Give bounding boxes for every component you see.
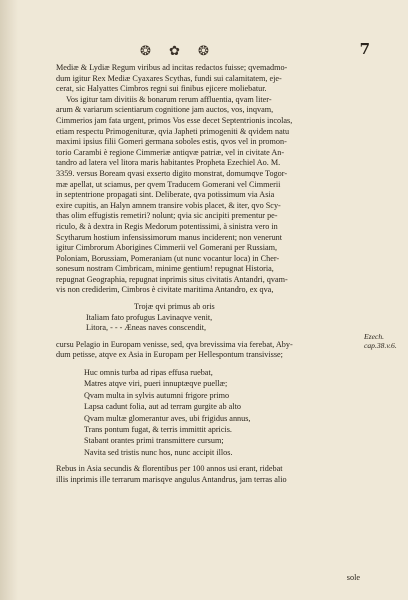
page-body [56,63,358,485]
text-line: torio Carambi è regione Cimmeriæ antiqvæ patriæ, vel in civitate An- [56,147,285,157]
verse-block-1 [56,302,358,334]
text-line: 3359. versus Boream qvasi exserto digito monstrat, domumqve Togor- [56,168,288,178]
text-line: dum petisse, atqve ex Asia in Europam per Hellespontum transivisse; [56,350,283,360]
verse-line: Navita sed tristis nunc hos, nunc accipit illos. [84,447,233,457]
text-line: riculo, & à dextra in Regis Medorum potentissimi, à sinistra vero in [56,221,278,231]
verse-line: Trans pontum fugat, & terris immittit apricis. [84,425,232,435]
text-line: vis non crediderim, Cimbros è civitate maritima Antandro, ex qva, [56,285,274,295]
text-line: dum igitur Rex Mediæ Cyaxares Scythas, fundi sui calamitatem, eje- [56,73,282,83]
verse-line: Lapsa cadunt folia, aut ad terram gurgite ab alto [84,402,241,412]
text-line: thas olim effugistis remetiri? nolunt; qvia sic ancipiti prementur pe- [56,211,278,221]
catchword: sole [346,573,360,582]
text-line: Rebus in Asia secundis & florentibus per 100 annos usi erant, ridebat [56,464,283,474]
text-line: repugnat Geographia, repugnat inprimis situs civitatis Antandri, qvam- [56,274,288,284]
text-line: Scytharum hostium infensissimorum manus inciderent; non venerunt [56,232,283,242]
verse-block-2 [56,367,358,458]
text-line: Vos igitur tam divitiis & bonarum rerum affluentia, qvam liter- [66,94,272,104]
margin-note [364,332,408,350]
verse-line: Qvam multa in sylvis autumni frigore primo [84,390,230,400]
verse-line: Litora, - - - Æneas naves conscendit, [86,323,207,333]
header-ornament: ❂ ✿ ❂ [140,44,216,59]
text-line: mæ apellat, ut sciamus, per qvem Traducem Gomerani vel Cimmerii [56,179,281,189]
page-number: 7 [359,40,370,58]
text-line: igitur Cimbrorum Aborigines Cimmerii vel Gomerani per Russiam, [56,243,278,253]
text-line: Mediæ & Lydiæ Regum viribus ad incitas redactos fuisse; qvemadmo- [56,63,288,72]
verse-line: Qvam multæ glomerantur aves, ubi frigidus annus, [84,413,251,423]
text-line: arum & variarum scientiarum cognitione jam auctos, vos, inqvam, [56,105,274,115]
margin-note-line: Ezech. [364,332,385,341]
verse-line: Trojæ qvi primus ab oris [134,302,215,312]
text-line: Cimmerios jam fata urgent, primos Vos esse decet Septentrionis incolas, [56,115,293,125]
text-line: in septentrione propagati sint. Deliberate, qva potissimum via Asia [56,190,275,200]
text-line: maximi ipsius filii Gomeri germana soboles estis, qvos vel in promon- [56,137,287,147]
text-line: sonesum nostram Cimbricam, minime gentium! repugnat Historia, [56,264,274,274]
text-line: tandro ad latera vel litora maris habitantes Propheta Ezechiel Ao. M. [56,158,281,168]
verse-line: Matres atqve viri, pueri innuptæqve puellæ; [84,379,228,389]
paragraph-3 [56,340,358,361]
margin-note-line: cap.38.v.6. [364,341,397,350]
verse-line: Italiam fato profugus Lavinaqve venit, [86,312,213,322]
paragraph-2 [56,95,358,296]
paragraph-1 [56,63,358,95]
text-line: illis inprimis ille terrarum marisqve angulus Antandrus, jam terras alio [56,474,287,484]
text-line: cerat, sic Halyattes Cimbros regni sui finibus ejicere moliebatur. [56,84,267,94]
paragraph-4 [56,464,358,485]
verse-line: Huc omnis turba ad ripas effusa ruebat, [84,368,213,378]
text-line: Poloniam, Borussiam, Pomeraniam (ut nunc vocantur loca) in Cher- [56,253,280,263]
text-line: etiam respectu Primogenituræ, qvia Japheti primogeniti & qvidem natu [56,126,290,136]
verse-line: Stabant orantes primi transmittere cursum; [84,436,224,446]
text-line: cursu Pelagio in Europam venisse, sed, qva brevissima via ferebat, Aby- [56,339,293,349]
page-gutter-shadow [0,0,18,600]
text-line: exire cupitis, an Halyn amnem transire vobis placet, & iter, qvo Scy- [56,200,281,210]
